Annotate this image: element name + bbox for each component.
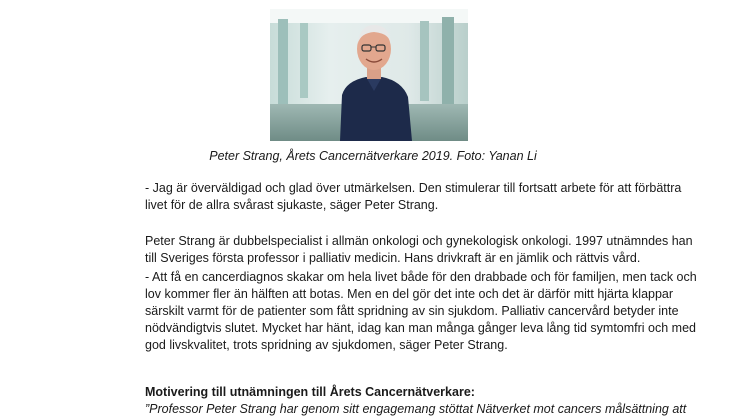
paragraph-line: till Sveriges första professor i palliativ medicin. Hans drivkraft är en jämlik och rättvis vård. [145,251,641,265]
paragraph-line: lov kommer fler än hälften att botas. Men en del gör det inte och det är därför mitt hjärta klappar [145,287,674,301]
paragraph-quote-1 [145,180,745,214]
paragraph-line: god livskvalitet, trots spridning av sjukdomen, säger Peter Strang. [145,338,508,352]
paragraph-quote-2 [145,269,745,354]
paragraph-bio [145,233,745,267]
paragraph-line: särskilt varmt för de patienter som fått spridning av sin sjukdom. Palliativ cancervård betyder inte [145,304,679,318]
section-heading: Motivering till utnämningen till Årets Cancernätverkare: [145,385,475,399]
portrait-photo [270,9,468,141]
motivation-quote: ”Professor Peter Strang har genom sitt engagemang stöttat Nätverket mot cancers målsättning att [145,402,687,416]
photo-caption: Peter Strang, Årets Cancernätverkare 2019. Foto: Yanan Li [209,149,537,163]
paragraph-line: nödvändigtvis slutet. Mycket har hänt, idag kan man många gånger leva lång tid symtomfri och med [145,321,696,335]
paragraph-line: Peter Strang är dubbelspecialist i allmän onkologi och gynekologisk onkologi. 1997 utnämndes han [145,234,693,248]
portrait-image [270,9,468,141]
paragraph-line: livet för de allra svårast sjukaste, säger Peter Strang. [145,198,439,212]
paragraph-line: - Jag är överväldigad och glad över utmärkelsen. Den stimulerar till fortsatt arbete för att förbättra [145,181,682,195]
paragraph-line: - Att få en cancerdiagnos skakar om hela livet både för den drabbade och för familjen, men tack och [145,270,697,284]
